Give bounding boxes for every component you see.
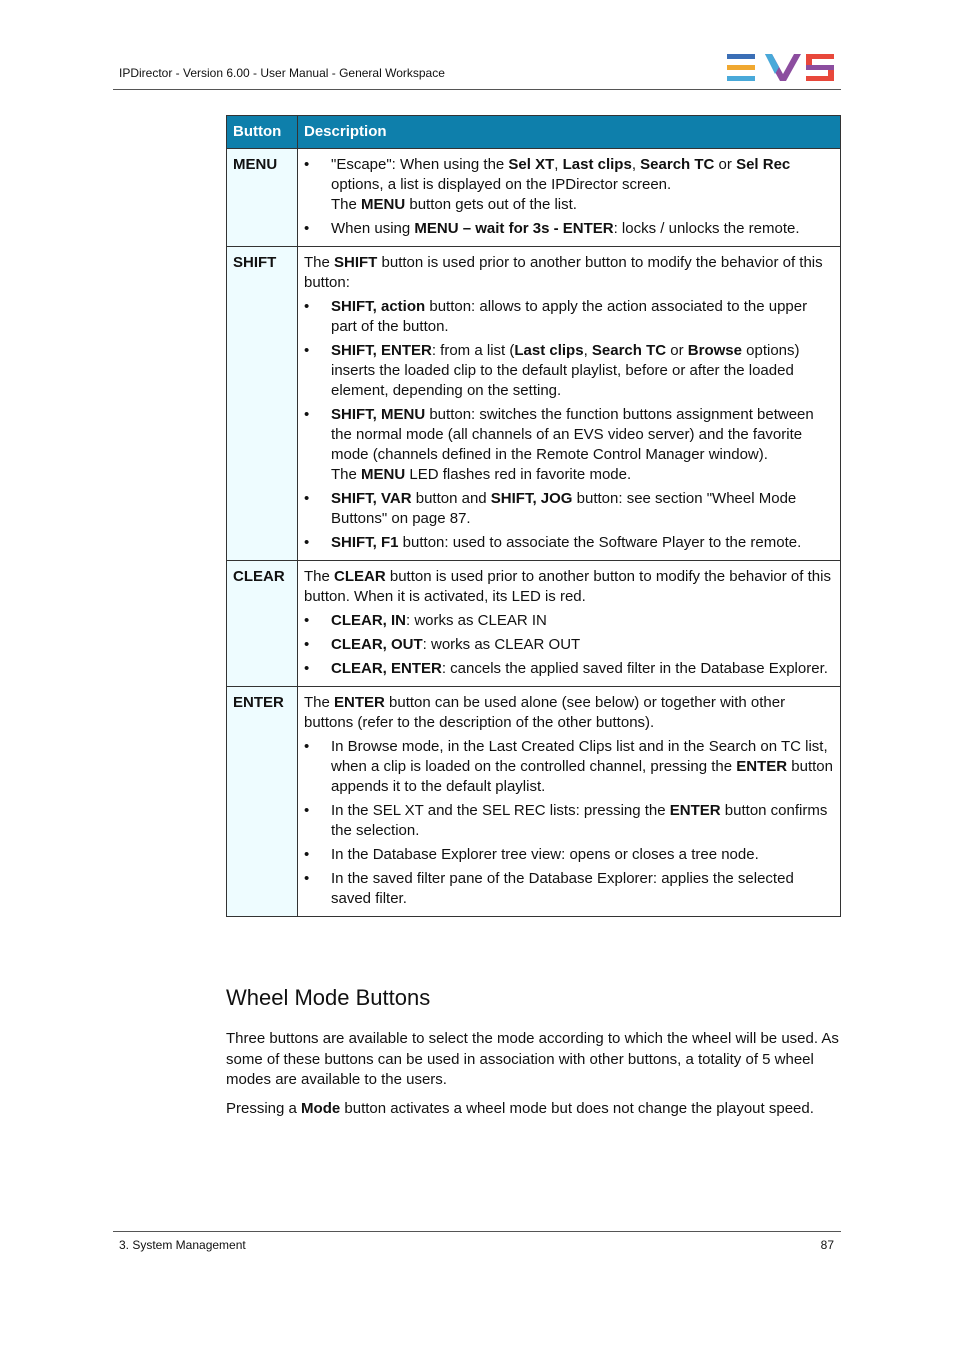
list-item: • CLEAR, ENTER: cancels the applied saved filter in the Database Explorer. <box>304 659 834 679</box>
table-row <box>227 247 841 561</box>
header-title: IPDirector - Version 6.00 - User Manual - General Workspace <box>119 66 445 80</box>
footer-rule <box>113 1231 841 1232</box>
evs-logo <box>727 54 834 81</box>
column-header-description: Description <box>298 116 841 149</box>
table-row <box>227 687 841 917</box>
button-description-table <box>226 115 841 917</box>
table-row <box>227 561 841 687</box>
description-cell <box>298 149 841 247</box>
list-item: • "Escape": When using the Sel XT, Last clips, Search TC or Sel Rec options, a list is displayed on the IPDirector screen. <box>304 155 834 195</box>
list-item: • SHIFT, VAR button and SHIFT, JOG button: see section "Wheel Mode Buttons" on page 87. <box>304 489 834 529</box>
list-item: • When using MENU – wait for 3s - ENTER: locks / unlocks the remote. <box>304 219 834 239</box>
header-rule <box>113 89 841 90</box>
list-item: • In the saved filter pane of the Database Explorer: applies the selected saved filter. <box>304 869 834 909</box>
button-name-cell: SHIFT <box>227 247 298 561</box>
section-heading: Wheel Mode Buttons <box>226 985 431 1010</box>
list-item: • SHIFT, ENTER: from a list (Last clips, Search TC or Browse options) inserts the loaded clip to the default playlist, before or after the loaded element, depending on the setting. <box>304 341 834 401</box>
list-item: • CLEAR, IN: works as CLEAR IN <box>304 611 834 631</box>
description-cell <box>298 561 841 687</box>
footer-chapter: 3. System Management <box>119 1238 246 1252</box>
description-intro: The ENTER button can be used alone (see below) or together with other buttons (refer to the description of the other buttons). <box>304 694 786 731</box>
paragraph: Pressing a Mode button activates a wheel mode but does not change the playout speed. <box>226 1100 814 1117</box>
list-continuation: The MENU button gets out of the list. <box>331 196 577 213</box>
list-item: • SHIFT, F1 button: used to associate the Software Player to the remote. <box>304 533 834 553</box>
paragraph: Three buttons are available to select the mode according to which the wheel will be used. As some of these buttons can be used in association with other buttons, a totality of 5 wheel modes are available to the users. <box>226 1030 839 1088</box>
table-header-row <box>227 116 841 149</box>
description-cell <box>298 687 841 917</box>
list-item: • SHIFT, MENU button: switches the function buttons assignment between the normal mode (all channels of an EVS video server) and the favorite mode (channels defined in the Remote Control Manager window). <box>304 405 834 465</box>
table-row <box>227 149 841 247</box>
list-continuation: The MENU LED flashes red in favorite mode. <box>331 466 632 483</box>
list-item: • In the SEL XT and the SEL REC lists: pressing the ENTER button confirms the selection. <box>304 801 834 841</box>
list-item: • In Browse mode, in the Last Created Clips list and in the Search on TC list, when a clip is loaded on the controlled channel, pressing the ENTER button appends it to the default playlist. <box>304 737 834 797</box>
description-intro: The CLEAR button is used prior to another button to modify the behavior of this button. When it is activated, its LED is red. <box>304 568 831 605</box>
column-header-button: Button <box>227 116 298 149</box>
description-intro: The SHIFT button is used prior to another button to modify the behavior of this button: <box>304 254 823 291</box>
description-cell <box>298 247 841 561</box>
button-name-cell: CLEAR <box>227 561 298 687</box>
list-item: • In the Database Explorer tree view: opens or closes a tree node. <box>304 845 834 865</box>
button-name-cell: ENTER <box>227 687 298 917</box>
list-item: • SHIFT, action button: allows to apply the action associated to the upper part of the button. <box>304 297 834 337</box>
page-number: 87 <box>820 1238 834 1252</box>
button-name-cell: MENU <box>227 149 298 247</box>
list-item: • CLEAR, OUT: works as CLEAR OUT <box>304 635 834 655</box>
